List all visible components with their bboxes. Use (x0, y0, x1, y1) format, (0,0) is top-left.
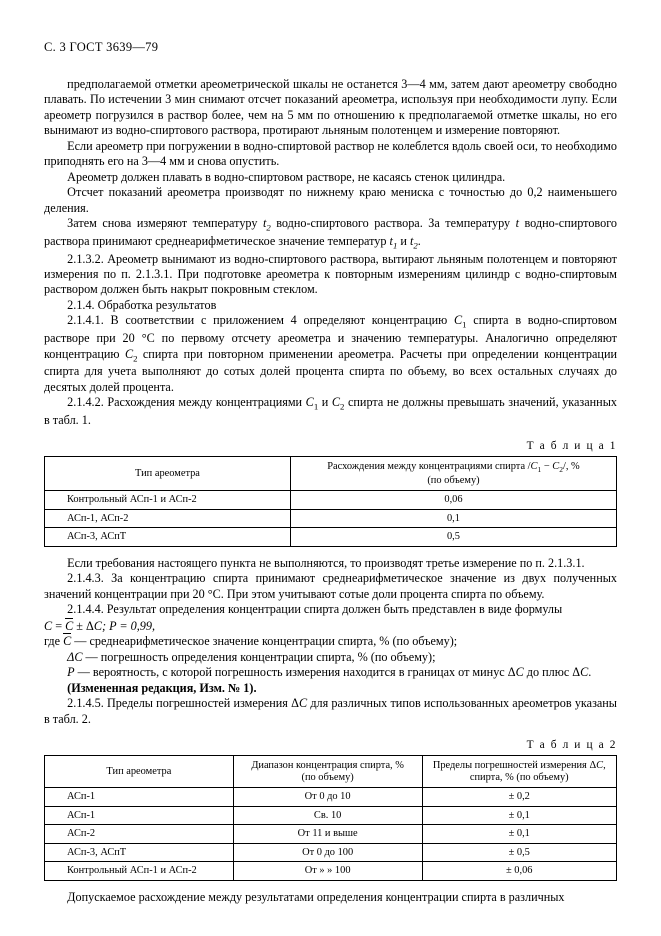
table2-cell-limit-4: ± 0,06 (422, 862, 617, 881)
table2-cell-range-4: От » » 100 (233, 862, 422, 881)
paragraph-7: 2.1.4. Обработка результатов (67, 297, 217, 312)
table2-cell-limit-3: ± 0,5 (422, 843, 617, 862)
table1-cell-type-2: АСп-3, АСпТ (45, 528, 291, 547)
paragraph-9: 2.1.4.2. Расхождения между концентрациями $C_1$ и $C_2$ спирта не должны превышать значений, указанных в табл. 1. (44, 395, 617, 427)
table2-cell-type-0: АСп-1 (45, 788, 234, 807)
table1-cell-type-0: Контрольный АСп-1 и АСп-2 (45, 491, 291, 510)
document-body-2 (44, 556, 617, 727)
table2-cell-type-4: Контрольный АСп-1 и АСп-2 (45, 862, 234, 881)
table-header-row (45, 457, 617, 491)
table-row (45, 843, 617, 862)
paragraph-4: Отсчет показаний ареометра производят по нижнему краю мениска с точностью до 0,2 наименьшего деления. (44, 185, 617, 215)
table-row (45, 491, 617, 510)
table2-cell-range-3: От 0 до 100 (233, 843, 422, 862)
paragraph-15: P — вероятность, с которой погрешность измерения находится в границах от минус ΔC до плюс ΔC. (67, 665, 592, 680)
paragraph-17: 2.1.4.5. Пределы погрешностей измерения ΔC для различных типов использованных ареометров указаны в табл. 2. (44, 696, 617, 726)
table1-header-divergence: Расхождения между концентрациями спирта $/C_1 - C_2/$, % (по объему) (290, 457, 616, 491)
paragraph-3: Ареометр должен плавать в водно-спиртовом растворе, не касаясь стенок цилиндра. (67, 169, 506, 184)
table-header-row (45, 756, 617, 788)
table2-cell-limit-0: ± 0,2 (422, 788, 617, 807)
table-row (45, 806, 617, 825)
paragraph-10: Если требования настоящего пункта не выполняются, то производят третье измерение по п. 2.1.3.1. (67, 555, 585, 570)
paragraph-5: Затем снова измеряют температуру $t_2$ водно-спиртового раствора. За температуру t водно-спиртового раствора принимают среднеарифметическое значение температур $t_1$ и $t_2$. (44, 216, 617, 251)
table-1 (44, 456, 617, 547)
table2-cell-range-2: От 11 и выше (233, 825, 422, 844)
table2-cell-type-3: АСп-3, АСпТ (45, 843, 234, 862)
paragraph-6: 2.1.3.2. Ареометр вынимают из водно-спиртового раствора, вытирают льняным полотенцем и повторяют измерения по п. 2.1.3.1. При подготовке ареометра к повторным измерениям цилиндр с водно-спиртовым раствором должен быть накрыт покровным стеклом. (44, 251, 617, 297)
paragraph-12: 2.1.4.4. Результат определения концентрации спирта должен быть представлен в виде формулы (67, 602, 563, 617)
page-number: С. 3 (44, 40, 67, 54)
table-row (45, 788, 617, 807)
table2-header-range: Диапазон концентрация спирта, % (по объему) (233, 756, 422, 788)
document-body-3 (44, 890, 617, 905)
standard-designation: ГОСТ 3639—79 (69, 40, 159, 54)
table2-cell-limit-2: ± 0,1 (422, 825, 617, 844)
table2-header-type: Тип ареометра (45, 756, 234, 788)
formula-line: C = C ± ΔC; P = 0,99, (44, 618, 156, 633)
paragraph-2: Если ареометр при погружении в водно-спиртовой раствор не колеблется вдоль своей оси, то необходимо приподнять его на 3—4 мм и снова опустить. (44, 138, 617, 169)
table-row (45, 528, 617, 547)
table1-cell-value-0: 0,06 (290, 491, 616, 510)
table1-cell-value-1: 0,1 (290, 509, 616, 528)
paragraph-13: где C — среднеарифметическое значение концентрации спирта, % (по объему); (44, 634, 458, 649)
paragraph-1: предполагаемой отметки ареометрической шкалы не останется 3—4 мм, затем дают ареометру свободно плавать. По истечении 3 мин снимают отсчет показаний ареометра, используя при необходимости лупу. Если ареометр погрузился в раствор более, чем на 5 мм по отношению к предполагаемой отметке шкалы, но его вынимают из водно-спиртового раствора, протирают льняным полотенцем и измерение повторяют. (44, 77, 617, 138)
table1-cell-type-1: АСп-1, АСп-2 (45, 509, 291, 528)
table-row (45, 509, 617, 528)
table1-cell-value-2: 0,5 (290, 528, 616, 547)
paragraph-11: 2.1.4.3. За концентрацию спирта принимают среднеарифметическое значение из двух полученных значений концентрации при 20 °C. При этом учитывают сотые доли процента спирта по объему. (44, 571, 617, 601)
table2-cell-range-1: Св. 10 (233, 806, 422, 825)
table-2-caption: Т а б л и ц а 2 (526, 739, 617, 752)
table2-cell-type-1: АСп-1 (45, 806, 234, 825)
table2-cell-range-0: От 0 до 10 (233, 788, 422, 807)
paragraph-14: ΔC — погрешность определения концентрации спирта, % (по объему); (67, 649, 436, 664)
table1-header-type: Тип ареометра (45, 457, 291, 491)
table2-cell-type-2: АСп-2 (45, 825, 234, 844)
table-row (45, 862, 617, 881)
table-2 (44, 755, 617, 881)
document-body (44, 77, 617, 428)
paragraph-18: Допускаемое расхождение между результатами определения концентрации спирта в различных (67, 889, 565, 904)
paragraph-16-amendment: (Измененная редакция, Изм. № 1). (67, 680, 257, 695)
paragraph-8: 2.1.4.1. В соответствии с приложением 4 определяют концентрацию $C_1$ спирта в водно-спиртовом растворе при 20 °C по первому отсчету ареометра и значению температуры. Аналогично определяют концентрацию $C_2$ спирта при повторном применении ареометра. Расчеты при определении концентрации спирта для учета выполняют до сотых долей процента спирта по объему, во всех остальных случаях до десятых долей процента. (44, 313, 617, 394)
table-1-caption: Т а б л и ц а 1 (526, 440, 617, 453)
table2-header-limits: Пределы погрешностей измерения ΔC, спирта, % (по объему) (422, 756, 617, 788)
table2-cell-limit-1: ± 0,1 (422, 806, 617, 825)
table-row (45, 825, 617, 844)
page-header (44, 40, 617, 55)
